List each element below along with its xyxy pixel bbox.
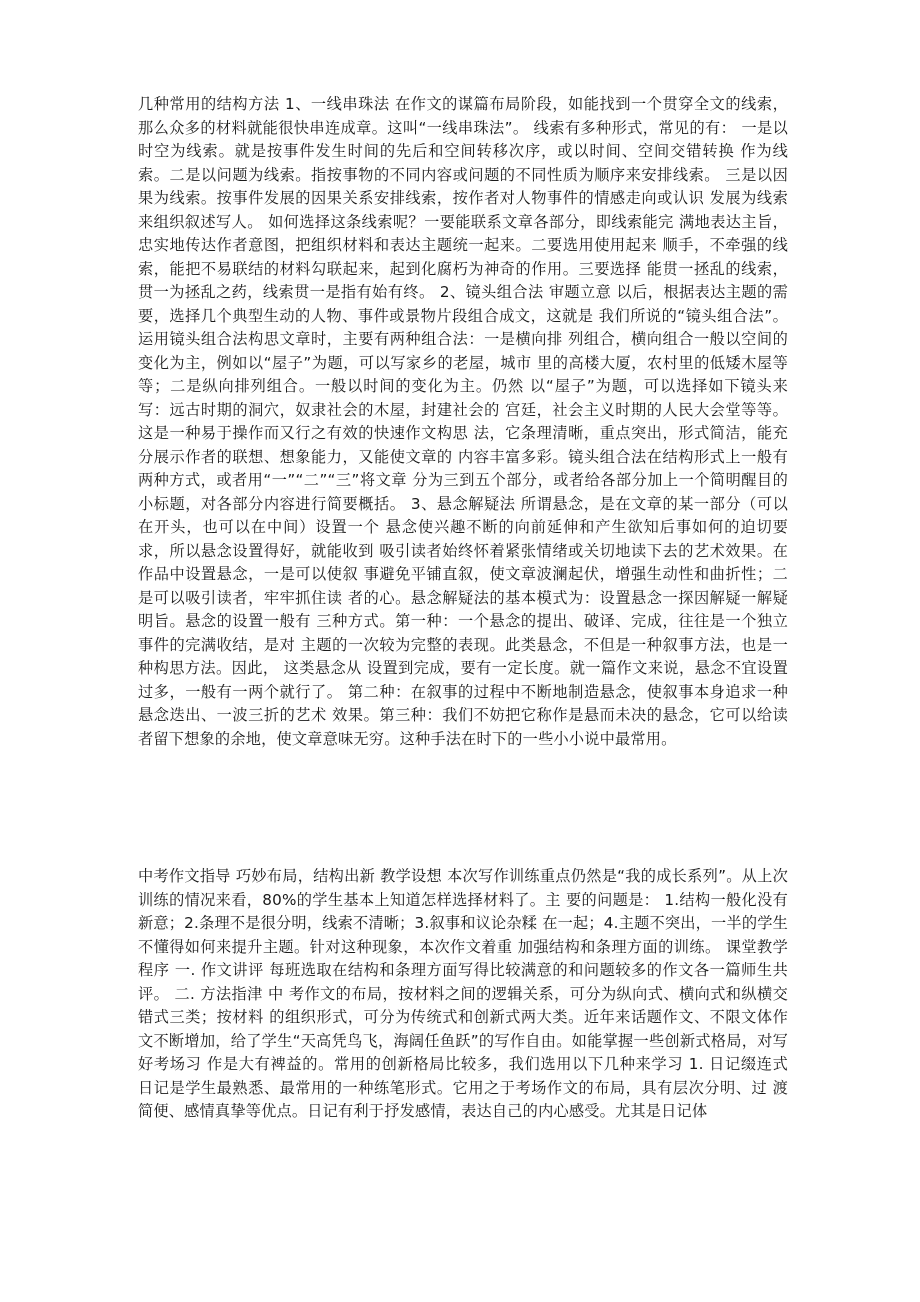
document-paragraph-structure-methods: 几种常用的结构方法 1、一线串珠法 在作文的谋篇布局阶段，如能找到一个贯穿全文的线索，那么众多的材料就能很快串连成章。这叫“一线串珠法”。 线索有多种形式，常见的有： 一是以时空为线索。就是按事件发生时间的先后和空间转移次序，或以时间、空间交错转换 作为线索。二是以问题为线索。指按事物的不同内容或问题的不同性质为顺序来安排线索。 三是以因果为线索。按事件发展的因果关系安排线索，按作者对人物事件的情感走向或认识 发展为线索来组织叙述写人。 如何选择这条线索呢？一要能联系文章各部分，即线索能完 满地表达主旨，忠实地传达作者意图，把组织材料和表达主题统一起来。二要选用使用起来 顺手，不牵强的线索，能把不易联结的材料勾联起来，起到化腐朽为神奇的作用。三要选择 能贯一拯乱的线索，贯一为拯乱之药，线索贯一是指有始有终。 2、镜头组合法 审题立意 以后，根据表达主题的需要，选择几个典型生动的人物、事件或景物片段组合成文，这就是 我们所说的“镜头组合法”。 运用镜头组合法构思文章时，主要有两种组合法：一是横向排 列组合，横向组合一般以空间的变化为主，例如以“屋子”为题，可以写家乡的老屋，城市 里的高楼大厦，农村里的低矮木屋等等；二是纵向排列组合。一般以时间的变化为主。仍然 以“屋子”为题，可以选择如下镜头来写：远古时期的洞穴，奴隶社会的木屋，封建社会的 宫廷，社会主义时期的人民大会堂等等。 这是一种易于操作而又行之有效的快速作文构思 法，它条理清晰，重点突出，形式简洁，能充分展示作者的联想、想象能力，又能使文章的 内容丰富多彩。镜头组合法在结构形式上一般有两种方式，或者用“一”“二”“三”将文章 分为三到五个部分，或者给各部分加上一个简明醒目的小标题，对各部分内容进行简要概括。 3、悬念解疑法 所谓悬念，是在文章的某一部分（可以在开头，也可以在中间）设置一个 悬念使兴趣不断的向前延伸和产生欲知后事如何的迫切要求，所以悬念设置得好，就能收到 吸引读者始终怀着紧张情绪或关切地读下去的艺术效果。在作品中设置悬念，一是可以使叙 事避免平铺直叙，使文章波澜起伏，增强生动性和曲折性；二是可以吸引读者，牢牢抓住读 者的心。悬念解疑法的基本模式为：设置悬念一探因解疑一解疑明旨。悬念的设置一般有 三种方式。第一种：一个悬念的提出、破译、完成，往往是一个独立事件的完满收结，是对 主题的一次较为完整的表现。此类悬念，不但是一种叙事方法，也是一种构思方法。因此， 这类悬念从 设置到完成，要有一定长度。就一篇作文来说，悬念不宜设置过多，一般有一两个就行了。 第二种：在叙事的过程中不断地制造悬念，使叙事本身追求一种悬念迭出、一波三折的艺术 效果。第三种：我们不妨把它称作是悬而未决的悬念，它可以给读者留下想象的余地，使文章意味无穷。这种手法在时下的一些小小说中最常用。: [138, 95, 788, 748]
document-paragraph-composition-guide: 中考作文指导 巧妙布局，结构出新 教学设想 本次写作训练重点仍然是“我的成长系列”。从上次训练的情况来看，80%的学生基本上知道怎样选择材料了。主 要的问题是： 1.结构一般化没有新意；2.条理不是很分明，线索不清晰；3.叙事和议论杂糅 在一起；4.主题不突出，一半的学生不懂得如何来提升主题。针对这种现象，本次作文着重 加强结构和条理方面的训练。 课堂教学程序 一. 作文讲评 每班选取在结构和条理方面写得比较满意的和问题较多的作文各一篇师生共评。 二. 方法指津 中 考作文的布局，按材料之间的逻辑关系，可分为纵向式、横向式和纵横交错式三类；按材料 的组织形式，可分为传统式和创新式两大类。近年来话题作文、不限文体作文不断增加，给了学生“天高凭鸟飞，海阔任鱼跃”的写作自由。如能掌握一些创新式格局，对写好考场习 作是大有裨益的。常用的创新格局比较多，我们选用以下几种来学习 1. 日记缀连式 日记是学生最熟悉、最常用的一种练笔形式。它用之于考场作文的布局，具有层次分明、过 渡简便、感情真挚等优点。日记有利于抒发感情，表达自己的内心感受。尤其是日记体: [138, 867, 788, 1120]
